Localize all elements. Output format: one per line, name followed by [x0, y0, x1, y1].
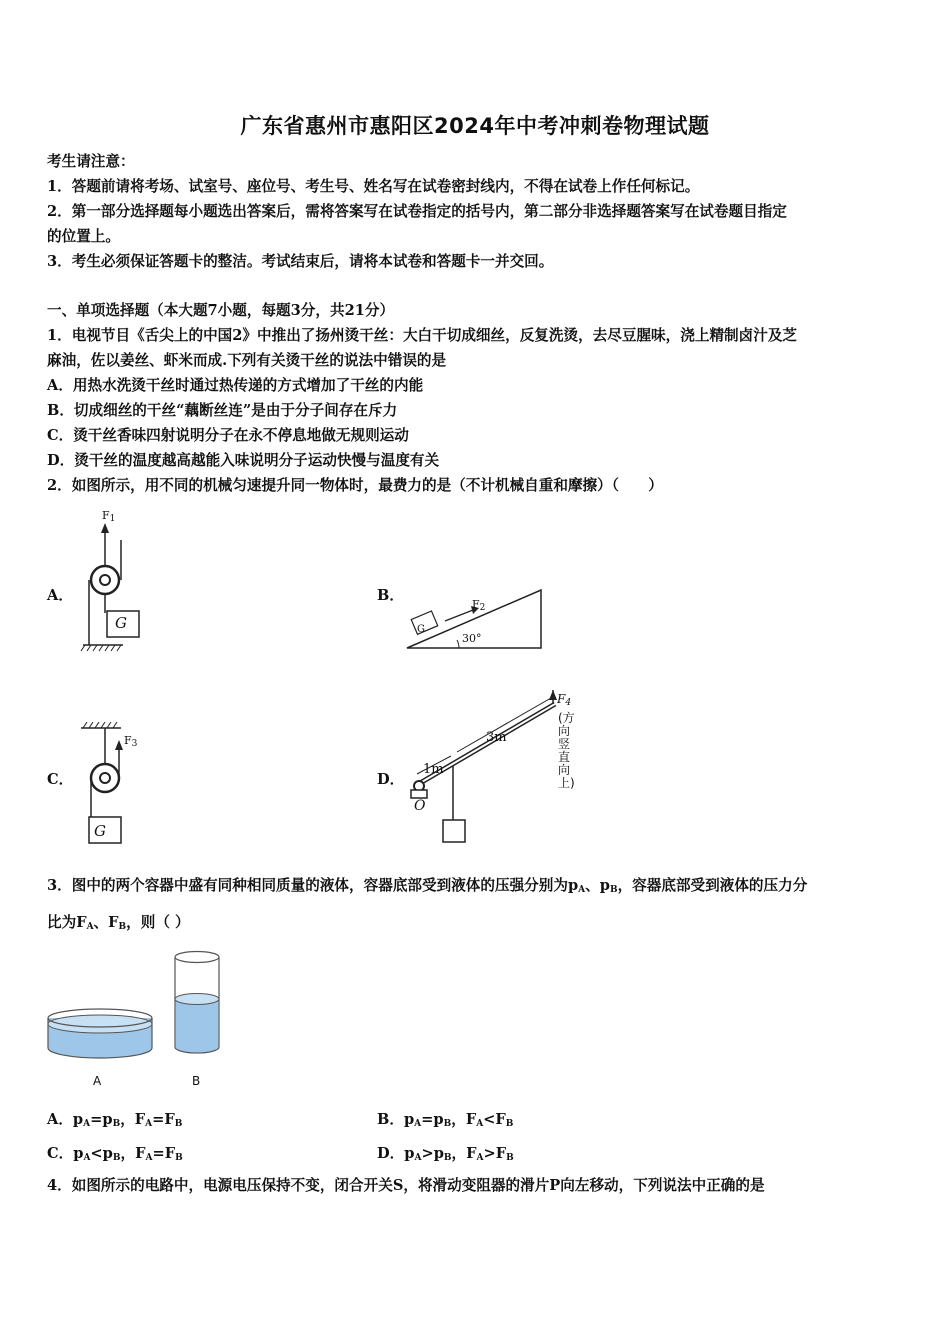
- weight-label: G: [94, 822, 106, 840]
- q1-option-d: D．烫干丝的温度越高越能入味说明分子运动快慢与温度有关: [47, 452, 440, 469]
- q1-option-b: B．切成细丝的干丝“藕断丝连”是由于分子间存在斥力: [47, 402, 398, 419]
- weight-label: G: [115, 614, 127, 632]
- q3-option-c: C．$p_A<p_B$，$F_A=F_B$: [47, 1145, 183, 1163]
- notice-item: 3．考生必须保证答题卡的整洁。考试结束后，请将本试卷和答题卡一并交回。: [47, 253, 554, 270]
- force-f3-label: $F_3$: [124, 734, 138, 749]
- notice-item: 的位置上。: [47, 228, 120, 245]
- q2-label-d: D．: [377, 771, 405, 788]
- section-heading: 一、单项选择题（本大题7小题，每题3分，共21分）: [47, 302, 395, 319]
- force-f1-label: $F_1$: [102, 509, 116, 524]
- page-title: 广东省惠州市惠阳区2024年中考冲刺卷物理试题: [240, 114, 710, 138]
- force-f2-label: $F_2$: [472, 598, 486, 613]
- lever-length-long: 3m: [486, 730, 507, 745]
- q4-stem: 4．如图所示的电路中，电源电压保持不变，闭合开关S，将滑动变阻器的滑片P向左移动，下列说法中正确的是: [47, 1177, 765, 1194]
- q2-stem: 2．如图所示，用不同的机械匀速提升同一物体时，最费力的是（不计机械自重和摩擦）（ ）: [47, 477, 663, 494]
- notice-item: 2．第一部分选择题每小题选出答案后，需将答案写在试卷指定的括号内，第二部分非选择题答案写在试卷题目指定: [47, 203, 787, 220]
- pivot-label: O: [414, 798, 426, 814]
- force-f4-label: $F_4$: [557, 692, 572, 708]
- notice-item: 1．答题前请将考场、试室号、座位号、考生号、姓名写在试卷密封线内，不得在试卷上作任何标记。: [47, 178, 700, 195]
- q2-label-b: B．: [377, 587, 404, 604]
- q1-option-c: C．烫干丝香味四射说明分子在永不停息地做无规则运动: [47, 427, 409, 444]
- force-direction-note: (方向竖直向上): [558, 711, 575, 790]
- q2-label-c: C．: [47, 771, 74, 788]
- container-b-label: B: [192, 1074, 201, 1088]
- notice-heading: 考生请注意：: [47, 153, 135, 170]
- q3-stem: 比为$F_A$、$F_B$，则（ ）: [47, 914, 190, 932]
- q3-option-b: B．$p_A=p_B$，$F_A<F_B$: [377, 1111, 514, 1129]
- figure-movable-pulley: [75, 505, 147, 655]
- q1-stem: 1．电视节目《舌尖上的中国2》中推出了扬州烫干丝：大白干切成细丝，反复洗烫，去尽豆腥味，浇上精制卤汁及芝: [47, 327, 798, 344]
- q1-stem: 麻油，佐以姜丝、虾米而成.下列有关烫干丝的说法中错误的是: [47, 352, 447, 369]
- figure-containers: [44, 945, 234, 1065]
- q1-option-a: A．用热水洗烫干丝时通过热传递的方式增加了干丝的内能: [47, 377, 424, 394]
- angle-label: 30°: [462, 632, 482, 645]
- container-a-label: A: [93, 1074, 102, 1088]
- q2-label-a: A．: [47, 587, 73, 604]
- q3-option-d: D．$p_A>p_B$，$F_A>F_B$: [377, 1145, 514, 1163]
- lever-length-short: 1m: [423, 762, 444, 777]
- q3-stem: 3．图中的两个容器中盛有同种相同质量的液体，容器底部受到液体的压强分别为$p_A$、$p_B$，容器底部受到液体的压力分: [47, 877, 808, 895]
- q3-option-a: A．$p_A=p_B$，$F_A=F_B$: [47, 1111, 183, 1129]
- weight-label: G: [417, 624, 425, 635]
